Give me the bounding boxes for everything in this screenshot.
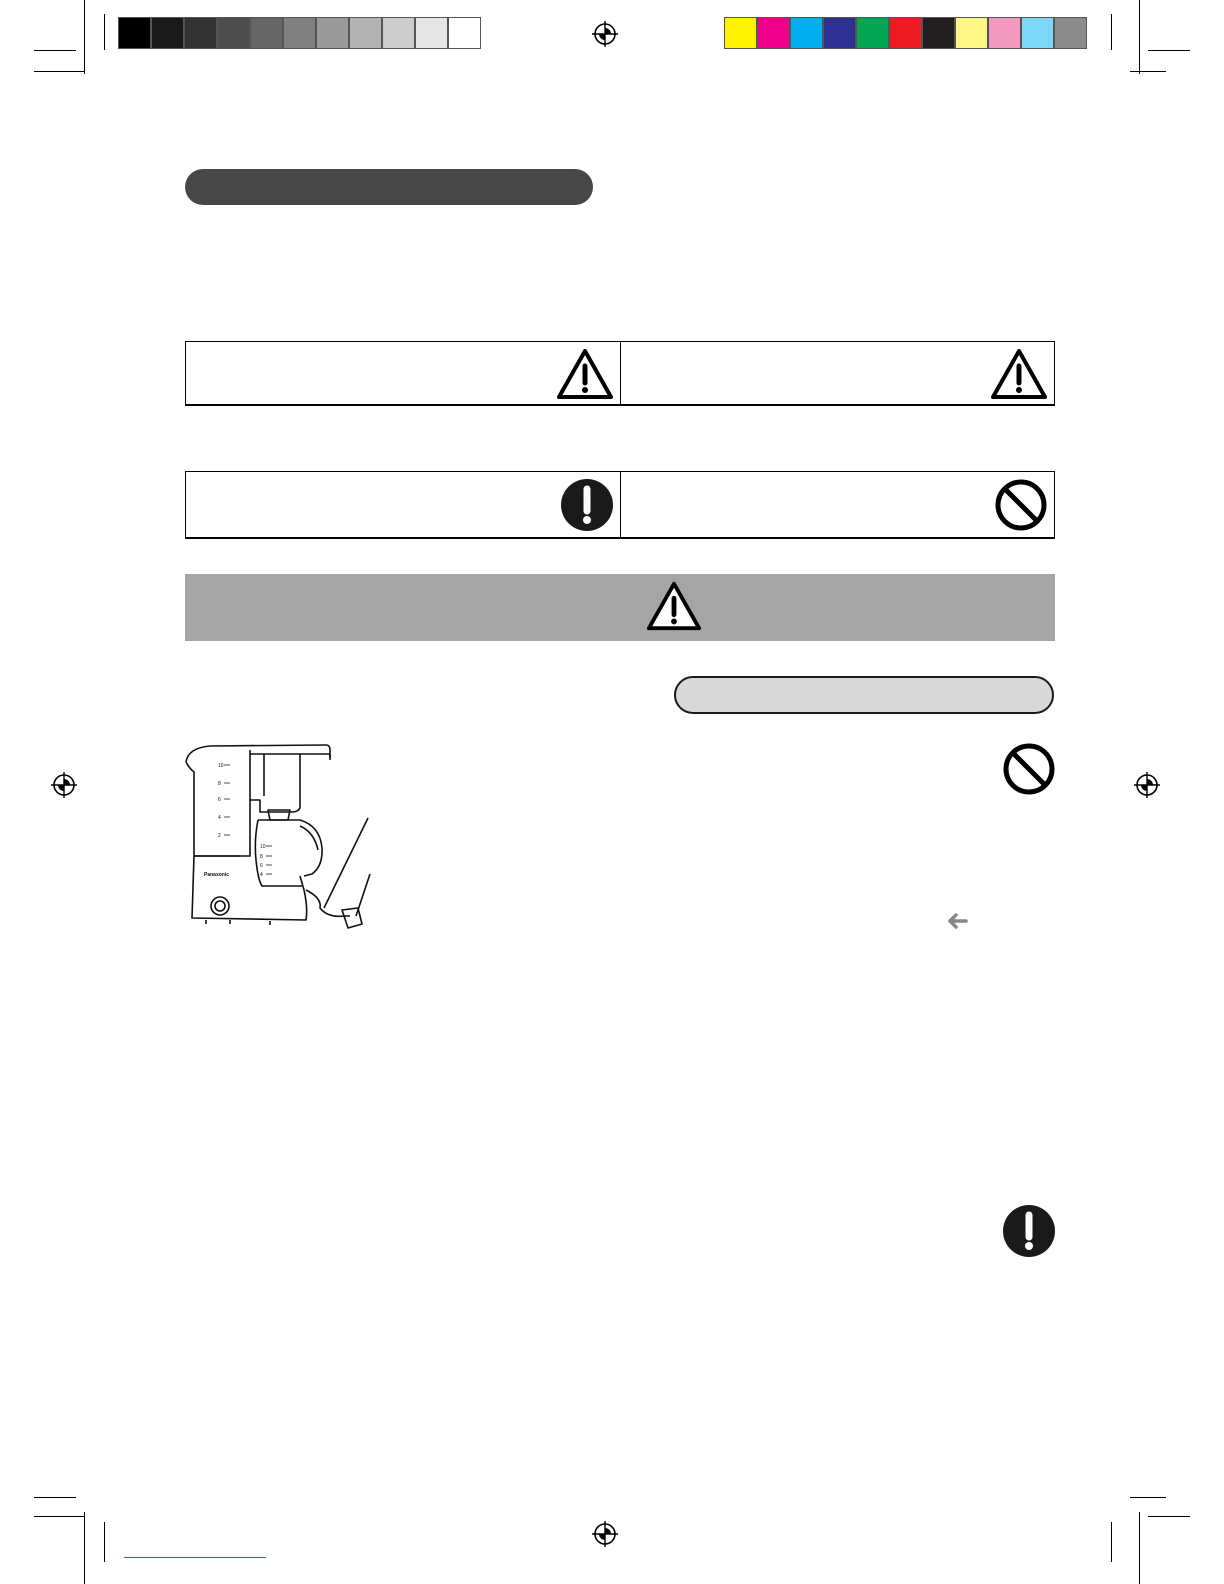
warning-banner — [185, 574, 1055, 641]
registration-mark-icon — [590, 19, 620, 49]
color-swatch — [856, 17, 889, 49]
svg-text:8: 8 — [218, 781, 221, 787]
svg-text:4: 4 — [218, 815, 221, 821]
prohibition-icon — [994, 478, 1048, 532]
gray-swatch — [283, 17, 316, 49]
exclamation-circle-icon — [560, 478, 614, 532]
arrow-left-icon — [946, 913, 968, 929]
warning-triangle-icon — [556, 348, 614, 400]
color-swatch — [988, 17, 1021, 49]
prohibited-cell — [620, 472, 1055, 537]
registration-mark-icon — [49, 770, 79, 800]
gray-swatch — [415, 17, 448, 49]
gray-swatch — [184, 17, 217, 49]
gray-swatch — [448, 17, 481, 49]
svg-text:8: 8 — [260, 854, 263, 860]
warning-cell — [186, 342, 620, 404]
exclamation-circle-icon — [1002, 1204, 1056, 1258]
warning-symbols-table — [185, 341, 1055, 406]
coffee-maker-illustration — [180, 740, 380, 935]
gray-swatch — [151, 17, 184, 49]
color-swatch — [724, 17, 757, 49]
gray-swatch — [349, 17, 382, 49]
registration-mark-icon — [1132, 770, 1162, 800]
svg-text:4: 4 — [260, 872, 263, 878]
svg-text:10: 10 — [218, 763, 224, 769]
color-swatch — [955, 17, 988, 49]
gray-swatch — [316, 17, 349, 49]
gray-swatch — [382, 17, 415, 49]
color-swatch — [922, 17, 955, 49]
color-swatch — [1021, 17, 1054, 49]
color-swatch — [790, 17, 823, 49]
subsection-heading-pill — [674, 676, 1054, 714]
gray-swatch — [250, 17, 283, 49]
footer-underline — [124, 1557, 266, 1558]
color-swatch — [889, 17, 922, 49]
warning-triangle-icon — [990, 348, 1048, 400]
registration-mark-icon — [590, 1519, 620, 1549]
section-heading-pill — [185, 169, 593, 205]
color-swatch — [1054, 17, 1087, 49]
svg-text:10: 10 — [260, 844, 266, 850]
prohibition-icon — [1002, 742, 1056, 796]
svg-text:6: 6 — [218, 797, 221, 803]
color-swatch — [823, 17, 856, 49]
warning-triangle-icon — [646, 580, 702, 632]
mandatory-cell — [186, 472, 620, 537]
caution-cell — [620, 342, 1055, 404]
gray-swatch — [118, 17, 151, 49]
gray-swatch — [217, 17, 250, 49]
instruction-symbols-table — [185, 471, 1055, 539]
color-swatch — [757, 17, 790, 49]
svg-text:6: 6 — [260, 863, 263, 869]
svg-text:2: 2 — [218, 833, 221, 839]
brand-mark: Panasonic — [204, 872, 230, 878]
